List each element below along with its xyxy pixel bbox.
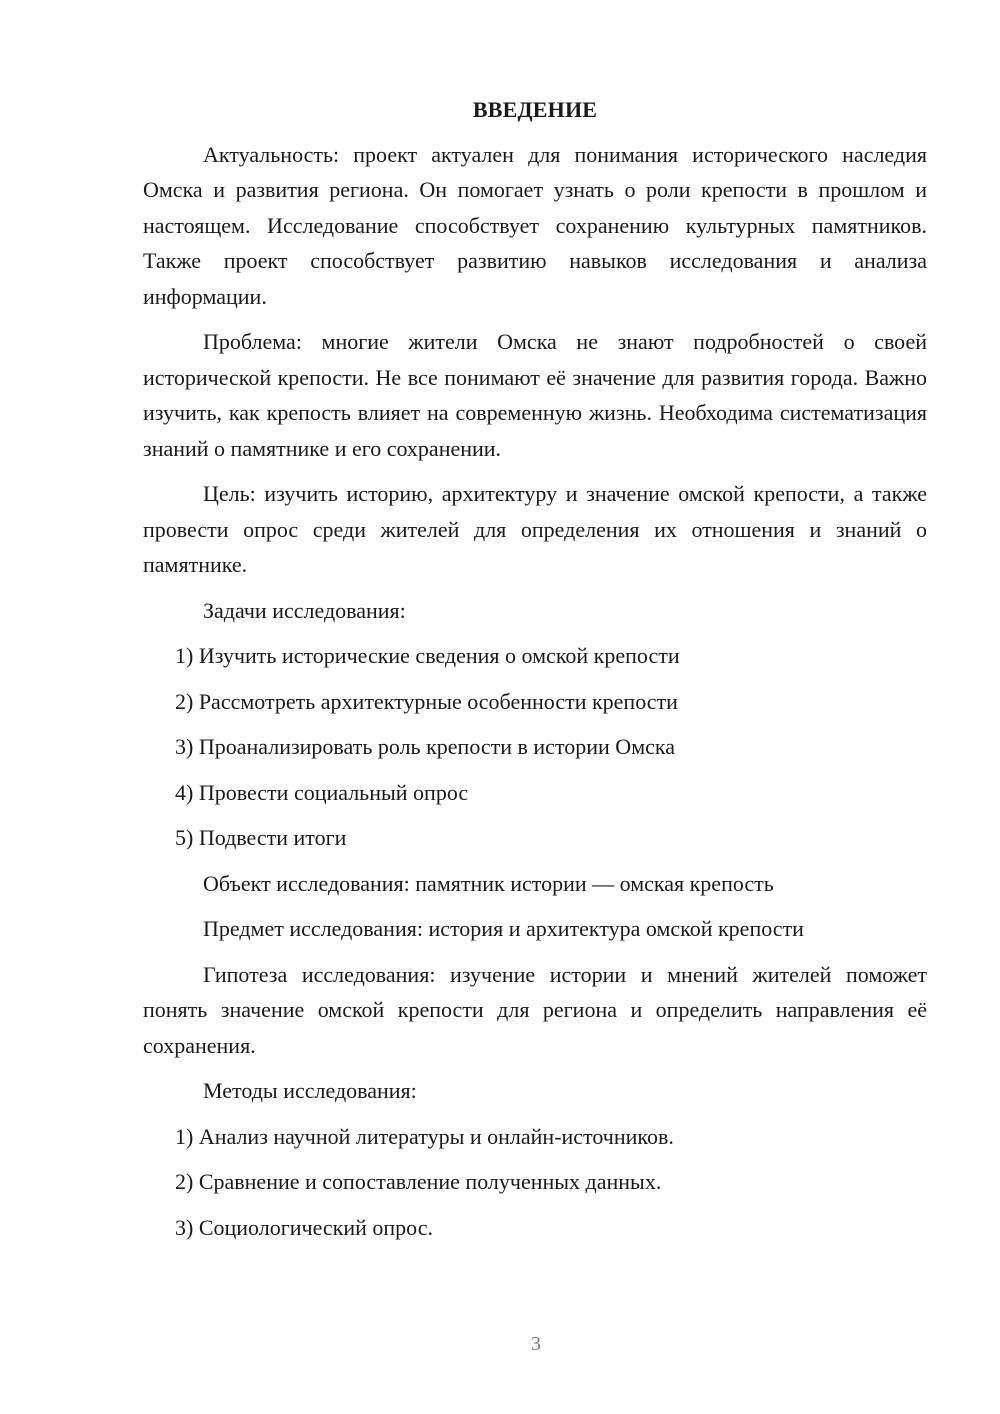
task-item: 2) Рассмотреть архитектурные особенности крепости xyxy=(175,688,678,714)
task-item: 1) Изучить исторические сведения о омской крепости xyxy=(175,643,680,668)
paragraph-problem: Проблема: многие жители Омска не знают подробностей о своей исторической крепости. Не все понимают её значение для развития города. Важно изучить, как крепость влияет на современную жизнь. Необходима систематизация знаний о памятнике и его сохранении. xyxy=(143,329,927,461)
research-subject: Предмет исследования: история и архитектура омской крепости xyxy=(203,916,804,941)
page-content xyxy=(143,92,927,1255)
tasks-list xyxy=(143,638,927,856)
task-item: 3) Проанализировать роль крепости в истории Омска xyxy=(175,734,676,759)
tasks-heading: Задачи исследования: xyxy=(203,597,406,623)
page-number: 3 xyxy=(531,1333,541,1355)
task-item: 5) Подвести итоги xyxy=(175,825,347,850)
methods-heading: Методы исследования: xyxy=(203,1078,417,1103)
task-item: 4) Провести социальный опрос xyxy=(175,779,469,805)
paragraph-actuality: Актуальность: проект актуален для понимания исторического наследия Омска и развития региона. Он помогает узнать о роли крепости в прошлом и настоящем. Исследование способствует сохранению культурных памятников. Также проект способствует развитию навыков исследования и анализа информации. xyxy=(143,141,927,309)
methods-list xyxy=(143,1119,927,1246)
section-title: ВВЕДЕНИЕ xyxy=(472,97,598,122)
method-item: 2) Сравнение и сопоставление полученных данных. xyxy=(175,1169,662,1194)
paragraph-hypothesis: Гипотеза исследования: изучение истории и мнений жителей поможет понять значение омской крепости для региона и определить направления её сохранения. xyxy=(143,961,927,1058)
method-item: 1) Анализ научной литературы и онлайн-источников. xyxy=(175,1123,674,1149)
research-object: Объект исследования: памятник истории — омская крепость xyxy=(203,870,774,896)
method-item: 3) Социологический опрос. xyxy=(175,1214,433,1240)
paragraph-goal: Цель: изучить историю, архитектуру и значение омской крепости, а также провести опрос среди жителей для определения их отношения и знаний о памятнике. xyxy=(143,481,927,577)
